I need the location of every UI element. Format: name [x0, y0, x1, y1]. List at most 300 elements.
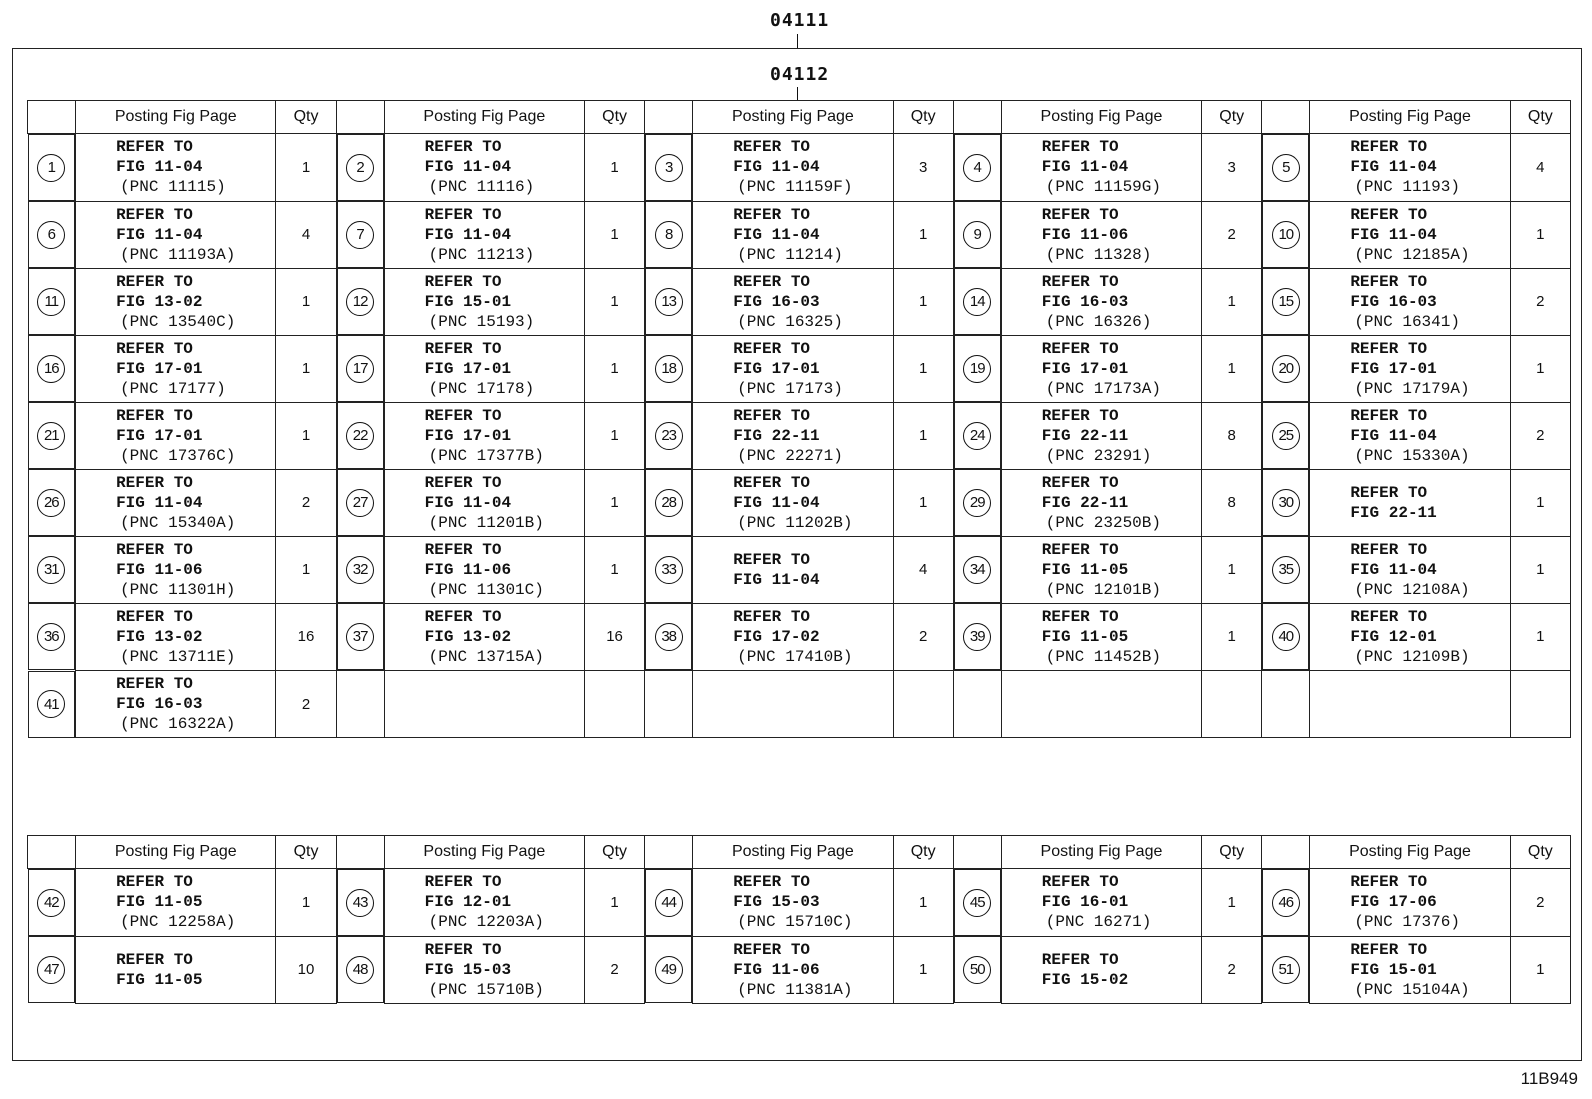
item-number-cell: [337, 402, 384, 469]
qty-cell: 1: [1510, 469, 1570, 536]
pnc-reference: (PNC 16271): [1045, 913, 1152, 932]
fig-reference: FIG 17-01: [1350, 359, 1437, 378]
qty-cell: 2: [1510, 268, 1570, 335]
item-number-badge: 10: [1272, 221, 1300, 249]
qty-header: Qty: [585, 101, 645, 134]
posting-cell: [76, 536, 276, 603]
item-number-badge: 42: [37, 889, 65, 917]
qty-header: Qty: [1202, 836, 1262, 869]
qty-cell: 1: [276, 335, 336, 402]
posting-cell: [693, 869, 893, 937]
pnc-reference: (PNC 11159F): [737, 178, 853, 197]
qty-cell: 2: [276, 671, 336, 738]
posting-cell: [76, 671, 276, 738]
fig-reference: FIG 11-06: [733, 960, 820, 979]
refer-label: REFER TO: [733, 406, 811, 425]
pnc-reference: (PNC 11193): [1354, 178, 1460, 197]
pnc-reference: (PNC 11301C): [428, 580, 544, 599]
number-header: [336, 101, 384, 134]
table-row: [28, 603, 1571, 671]
qty-cell: 1: [276, 268, 336, 335]
fig-reference: FIG 11-04: [424, 493, 512, 512]
qty-cell: 1: [1202, 268, 1262, 335]
posting-cell: [384, 536, 584, 603]
pnc-reference: (PNC 12185A): [1354, 245, 1470, 264]
item-number-badge: 32: [346, 556, 374, 584]
pnc-reference: (PNC 15340A): [120, 513, 236, 532]
qty-cell: 1: [893, 869, 953, 937]
qty-cell: 1: [1510, 536, 1570, 603]
qty-cell: 2: [276, 469, 336, 536]
pnc-reference: (PNC 11193A): [120, 245, 236, 264]
item-number-badge: 7: [346, 221, 374, 249]
item-number-cell: [645, 603, 692, 670]
refer-label: REFER TO: [1350, 940, 1428, 959]
pnc-reference: (PNC 17376C): [120, 446, 236, 465]
item-number-cell: [1262, 469, 1309, 536]
posting-cell: [384, 268, 584, 335]
item-number-badge: 45: [963, 889, 991, 917]
refer-label: REFER TO: [1350, 540, 1428, 559]
refer-label: REFER TO: [1041, 205, 1119, 224]
pnc-reference: (PNC 17177): [120, 379, 226, 398]
pnc-reference: (PNC 11301H): [120, 580, 236, 599]
fig-reference: FIG 11-05: [116, 893, 203, 912]
item-number-badge: 3: [655, 154, 683, 182]
item-number-cell: [954, 268, 1001, 335]
pnc-reference: (PNC 11328): [1045, 245, 1152, 264]
fig-reference: FIG 22-11: [1041, 426, 1129, 445]
qty-cell: 1: [585, 469, 645, 536]
item-number-cell: [645, 469, 692, 536]
qty-cell: 4: [276, 201, 336, 268]
refer-label: REFER TO: [424, 940, 502, 959]
refer-label: REFER TO: [424, 873, 502, 892]
pnc-reference: (PNC 11381A): [737, 980, 853, 999]
qty-cell: 1: [893, 335, 953, 402]
header-row: [28, 101, 1571, 134]
pnc-reference: (PNC 17178): [428, 379, 535, 398]
leader-line: [797, 87, 798, 100]
qty-cell: 2: [1202, 936, 1262, 1003]
item-number-cell: [954, 134, 1001, 201]
item-number-badge: 2: [346, 154, 374, 182]
pnc-reference: (PNC 23250B): [1045, 513, 1161, 532]
posting-cell: [1001, 201, 1201, 268]
posting-cell: [693, 268, 893, 335]
number-header: [28, 836, 76, 869]
leader-line: [797, 34, 798, 48]
item-number-badge: 27: [346, 489, 374, 517]
empty-cell: [1310, 671, 1510, 738]
pnc-reference: (PNC 17173A): [1045, 379, 1161, 398]
refer-label: REFER TO: [424, 473, 502, 492]
posting-cell: [1001, 936, 1201, 1003]
number-header: [645, 836, 693, 869]
fig-reference: FIG 11-04: [1041, 158, 1129, 177]
pnc-reference: (PNC 11115): [120, 178, 226, 197]
qty-cell: 1: [585, 869, 645, 937]
pnc-reference: (PNC 11202B): [737, 513, 853, 532]
item-number-badge: 48: [346, 956, 374, 984]
fig-reference: FIG 11-04: [1350, 560, 1437, 579]
posting-header: Posting Fig Page: [693, 836, 893, 869]
refer-label: REFER TO: [1041, 540, 1119, 559]
fig-reference: FIG 11-04: [733, 158, 820, 177]
refer-label: REFER TO: [116, 607, 193, 626]
refer-label: REFER TO: [424, 138, 502, 157]
item-number-cell: [645, 201, 692, 268]
posting-cell: [1310, 335, 1510, 402]
fig-reference: FIG 11-04: [733, 493, 820, 512]
refer-label: REFER TO: [1350, 138, 1428, 157]
item-number-badge: 30: [1272, 489, 1300, 517]
fig-reference: FIG 17-06: [1350, 893, 1437, 912]
pnc-reference: (PNC 22271): [737, 446, 843, 465]
refer-label: REFER TO: [1350, 272, 1428, 291]
qty-cell: 1: [893, 936, 953, 1003]
posting-cell: [384, 134, 584, 202]
refer-label: REFER TO: [116, 675, 193, 693]
item-number-badge: 41: [37, 690, 65, 718]
qty-cell: 2: [1510, 869, 1570, 937]
refer-label: REFER TO: [116, 339, 193, 358]
item-number-badge: 19: [963, 355, 991, 383]
qty-cell: 1: [1510, 936, 1570, 1003]
refer-label: REFER TO: [1041, 272, 1119, 291]
fig-reference: FIG 13-02: [424, 627, 512, 646]
item-number-badge: 38: [655, 623, 683, 651]
qty-cell: 1: [276, 402, 336, 469]
refer-label: REFER TO: [733, 873, 811, 892]
pnc-reference: (PNC 16322A): [120, 715, 236, 733]
posting-cell: [1001, 469, 1201, 536]
fig-reference: FIG 16-03: [116, 695, 203, 713]
item-number-badge: 29: [963, 489, 991, 517]
posting-cell: [1001, 869, 1201, 937]
item-number-cell: [645, 536, 692, 603]
item-number-cell: [337, 268, 384, 335]
qty-header: Qty: [276, 836, 336, 869]
item-number-cell: [1262, 869, 1309, 936]
fig-reference: FIG 12-01: [1350, 627, 1437, 646]
refer-label: REFER TO: [116, 138, 193, 157]
qty-header: Qty: [1510, 101, 1570, 134]
pnc-reference: (PNC 11159G): [1045, 178, 1161, 197]
item-number-badge: 34: [963, 556, 991, 584]
fig-reference: FIG 17-01: [116, 426, 203, 445]
item-number-badge: 31: [37, 556, 65, 584]
refer-label: REFER TO: [424, 607, 502, 626]
qty-header: Qty: [893, 836, 953, 869]
posting-header: Posting Fig Page: [1001, 101, 1201, 134]
pnc-reference: (PNC 16341): [1354, 312, 1460, 331]
fig-reference: FIG 11-06: [116, 560, 203, 579]
item-number-cell: [1262, 603, 1309, 670]
item-number-cell: [645, 402, 692, 469]
number-header: [1262, 836, 1310, 869]
fig-reference: FIG 22-11: [733, 426, 820, 445]
item-number-cell: [1262, 268, 1309, 335]
item-number-badge: 11: [37, 288, 65, 316]
item-number-cell: [28, 469, 76, 536]
qty-cell: 1: [585, 402, 645, 469]
item-number-badge: 6: [37, 221, 65, 249]
qty-cell: 1: [276, 536, 336, 603]
pnc-reference: (PNC 17173): [737, 379, 843, 398]
item-number-badge: 28: [655, 489, 683, 517]
item-number-cell: [1262, 134, 1309, 201]
number-header: [336, 836, 384, 869]
qty-cell: 4: [893, 536, 953, 603]
pnc-reference: (PNC 11452B): [1045, 647, 1161, 666]
refer-label: REFER TO: [1350, 406, 1428, 425]
item-number-badge: 40: [1272, 623, 1300, 651]
fig-reference: FIG 17-01: [424, 426, 512, 445]
qty-header: Qty: [276, 101, 336, 134]
item-number-cell: [28, 671, 76, 738]
refer-label: REFER TO: [733, 607, 811, 626]
fig-reference: FIG 15-03: [424, 960, 512, 979]
item-number-badge: 22: [346, 422, 374, 450]
number-header: [645, 101, 693, 134]
posting-cell: [384, 469, 584, 536]
fig-reference: FIG 15-01: [424, 292, 512, 311]
empty-cell: [1262, 671, 1310, 738]
item-number-cell: [645, 936, 692, 1003]
pnc-reference: (PNC 11201B): [428, 513, 544, 532]
table-row: [28, 536, 1571, 603]
posting-header: Posting Fig Page: [1001, 836, 1201, 869]
item-number-cell: [337, 201, 384, 268]
qty-cell: 16: [585, 603, 645, 671]
refer-label: REFER TO: [1350, 483, 1428, 502]
empty-cell: [893, 671, 953, 738]
qty-cell: 1: [276, 869, 336, 937]
refer-label: REFER TO: [116, 272, 193, 291]
item-number-badge: 39: [963, 623, 991, 651]
qty-cell: 8: [1202, 402, 1262, 469]
refer-label: REFER TO: [116, 540, 193, 559]
item-number-cell: [954, 201, 1001, 268]
fig-reference: FIG 17-01: [1041, 359, 1129, 378]
pnc-reference: (PNC 17377B): [428, 446, 544, 465]
item-number-cell: [645, 335, 692, 402]
pnc-reference: (PNC 12203A): [428, 913, 544, 932]
table-row: [28, 936, 1571, 1003]
qty-cell: 1: [585, 201, 645, 268]
item-number-badge: 18: [655, 355, 683, 383]
refer-label: REFER TO: [424, 205, 502, 224]
posting-cell: [76, 936, 276, 1003]
posting-cell: [693, 603, 893, 671]
qty-cell: 1: [1202, 536, 1262, 603]
refer-label: REFER TO: [116, 406, 193, 425]
fig-reference: FIG 13-02: [116, 292, 203, 311]
item-number-badge: 9: [963, 221, 991, 249]
refer-label: REFER TO: [424, 540, 502, 559]
posting-cell: [1310, 268, 1510, 335]
item-number-badge: 12: [346, 288, 374, 316]
qty-cell: 2: [893, 603, 953, 671]
fig-reference: FIG 11-04: [1350, 158, 1437, 177]
item-number-cell: [28, 869, 76, 936]
refer-label: REFER TO: [1041, 138, 1119, 157]
table-row: [28, 402, 1571, 469]
item-number-badge: 14: [963, 288, 991, 316]
refer-label: REFER TO: [733, 339, 811, 358]
item-number-cell: [28, 134, 76, 201]
posting-cell: [1310, 536, 1510, 603]
posting-header: Posting Fig Page: [1310, 836, 1510, 869]
pnc-reference: (PNC 15710B): [428, 980, 544, 999]
posting-cell: [384, 335, 584, 402]
qty-cell: 1: [585, 335, 645, 402]
posting-header: Posting Fig Page: [384, 836, 584, 869]
empty-cell: [645, 671, 693, 738]
number-header: [1262, 101, 1310, 134]
qty-cell: 10: [276, 936, 336, 1003]
fig-reference: FIG 11-04: [733, 570, 820, 589]
pnc-reference: (PNC 12109B): [1354, 647, 1470, 666]
refer-label: REFER TO: [1350, 873, 1428, 892]
posting-cell: [76, 134, 276, 202]
item-number-badge: 4: [963, 154, 991, 182]
fig-reference: FIG 12-01: [424, 893, 512, 912]
qty-cell: 2: [1202, 201, 1262, 268]
refer-label: REFER TO: [424, 339, 502, 358]
table-row: [28, 335, 1571, 402]
table-row: [28, 268, 1571, 335]
pnc-reference: (PNC 13711E): [120, 647, 236, 666]
item-number-cell: [1262, 402, 1309, 469]
pnc-reference: (PNC 11213): [428, 245, 535, 264]
item-number-badge: 36: [37, 623, 65, 651]
item-number-badge: 16: [37, 355, 65, 383]
refer-label: REFER TO: [1041, 406, 1119, 425]
pnc-reference: (PNC 15193): [428, 312, 535, 331]
empty-cell: [585, 671, 645, 738]
qty-cell: 2: [585, 936, 645, 1003]
pnc-reference: (PNC 17410B): [737, 647, 853, 666]
pnc-reference: (PNC 15330A): [1354, 446, 1470, 465]
refer-label: REFER TO: [733, 940, 811, 959]
item-number-cell: [337, 869, 384, 936]
fig-reference: FIG 17-02: [733, 627, 820, 646]
fig-reference: FIG 16-03: [1350, 292, 1437, 311]
refer-label: REFER TO: [1041, 473, 1119, 492]
item-number-badge: 15: [1272, 288, 1300, 316]
item-number-badge: 47: [37, 956, 65, 984]
posting-cell: [693, 134, 893, 202]
posting-cell: [1001, 335, 1201, 402]
item-number-cell: [337, 603, 384, 670]
item-number-cell: [954, 402, 1001, 469]
posting-cell: [1310, 869, 1510, 937]
item-number-badge: 50: [963, 956, 991, 984]
number-header: [953, 101, 1001, 134]
number-header: [28, 101, 76, 134]
item-number-cell: [28, 268, 76, 335]
refer-label: REFER TO: [424, 406, 502, 425]
posting-cell: [76, 402, 276, 469]
fig-reference: FIG 11-05: [1041, 560, 1129, 579]
qty-cell: 1: [1510, 603, 1570, 671]
posting-cell: [1310, 134, 1510, 202]
fig-reference: FIG 15-03: [733, 893, 820, 912]
refer-label: REFER TO: [1350, 205, 1428, 224]
fig-reference: FIG 17-01: [116, 359, 203, 378]
posting-cell: [1310, 603, 1510, 671]
empty-cell: [1202, 671, 1262, 738]
qty-cell: 1: [1202, 603, 1262, 671]
refer-label: REFER TO: [733, 138, 811, 157]
item-number-cell: [954, 536, 1001, 603]
item-number-badge: 24: [963, 422, 991, 450]
table-row: [28, 869, 1571, 937]
fig-reference: FIG 11-04: [424, 225, 512, 244]
item-number-badge: 17: [346, 355, 374, 383]
refer-label: REFER TO: [1041, 339, 1119, 358]
item-number-cell: [954, 869, 1001, 936]
refer-label: REFER TO: [116, 950, 193, 969]
refer-label: REFER TO: [1350, 339, 1428, 358]
qty-header: Qty: [1202, 101, 1262, 134]
pnc-reference: (PNC 11116): [428, 178, 535, 197]
pnc-reference: (PNC 17179A): [1354, 379, 1470, 398]
fig-reference: FIG 16-03: [733, 292, 820, 311]
qty-cell: 4: [1510, 134, 1570, 202]
item-number-badge: 25: [1272, 422, 1300, 450]
fig-reference: FIG 15-01: [1350, 960, 1437, 979]
fig-reference: FIG 11-05: [116, 970, 203, 989]
refer-label: REFER TO: [1041, 873, 1119, 892]
item-number-cell: [954, 936, 1001, 1003]
posting-cell: [384, 936, 584, 1003]
refer-label: REFER TO: [733, 205, 811, 224]
refer-label: REFER TO: [424, 272, 502, 291]
item-number-cell: [337, 469, 384, 536]
pnc-reference: (PNC 15710C): [737, 913, 853, 932]
posting-cell: [693, 335, 893, 402]
item-number-badge: 44: [655, 889, 683, 917]
fig-reference: FIG 17-01: [424, 359, 512, 378]
qty-cell: 1: [893, 402, 953, 469]
pnc-reference: (PNC 16326): [1045, 312, 1152, 331]
refer-label: REFER TO: [1041, 950, 1119, 969]
pnc-reference: (PNC 12101B): [1045, 580, 1161, 599]
qty-cell: 1: [893, 201, 953, 268]
qty-header: Qty: [1510, 836, 1570, 869]
header-row: [28, 836, 1571, 869]
refer-label: REFER TO: [116, 205, 193, 224]
qty-cell: 1: [893, 469, 953, 536]
posting-cell: [384, 402, 584, 469]
empty-cell: [1510, 671, 1570, 738]
refer-label: REFER TO: [733, 473, 811, 492]
qty-cell: 3: [1202, 134, 1262, 202]
posting-cell: [1001, 536, 1201, 603]
posting-header: Posting Fig Page: [1310, 101, 1510, 134]
item-number-badge: 8: [655, 221, 683, 249]
item-number-badge: 26: [37, 489, 65, 517]
fig-reference: FIG 11-04: [424, 158, 512, 177]
pnc-reference: (PNC 11214): [737, 245, 843, 264]
qty-cell: 1: [1202, 335, 1262, 402]
posting-cell: [693, 536, 893, 603]
item-number-cell: [1262, 536, 1309, 603]
fig-reference: FIG 11-04: [116, 225, 203, 244]
